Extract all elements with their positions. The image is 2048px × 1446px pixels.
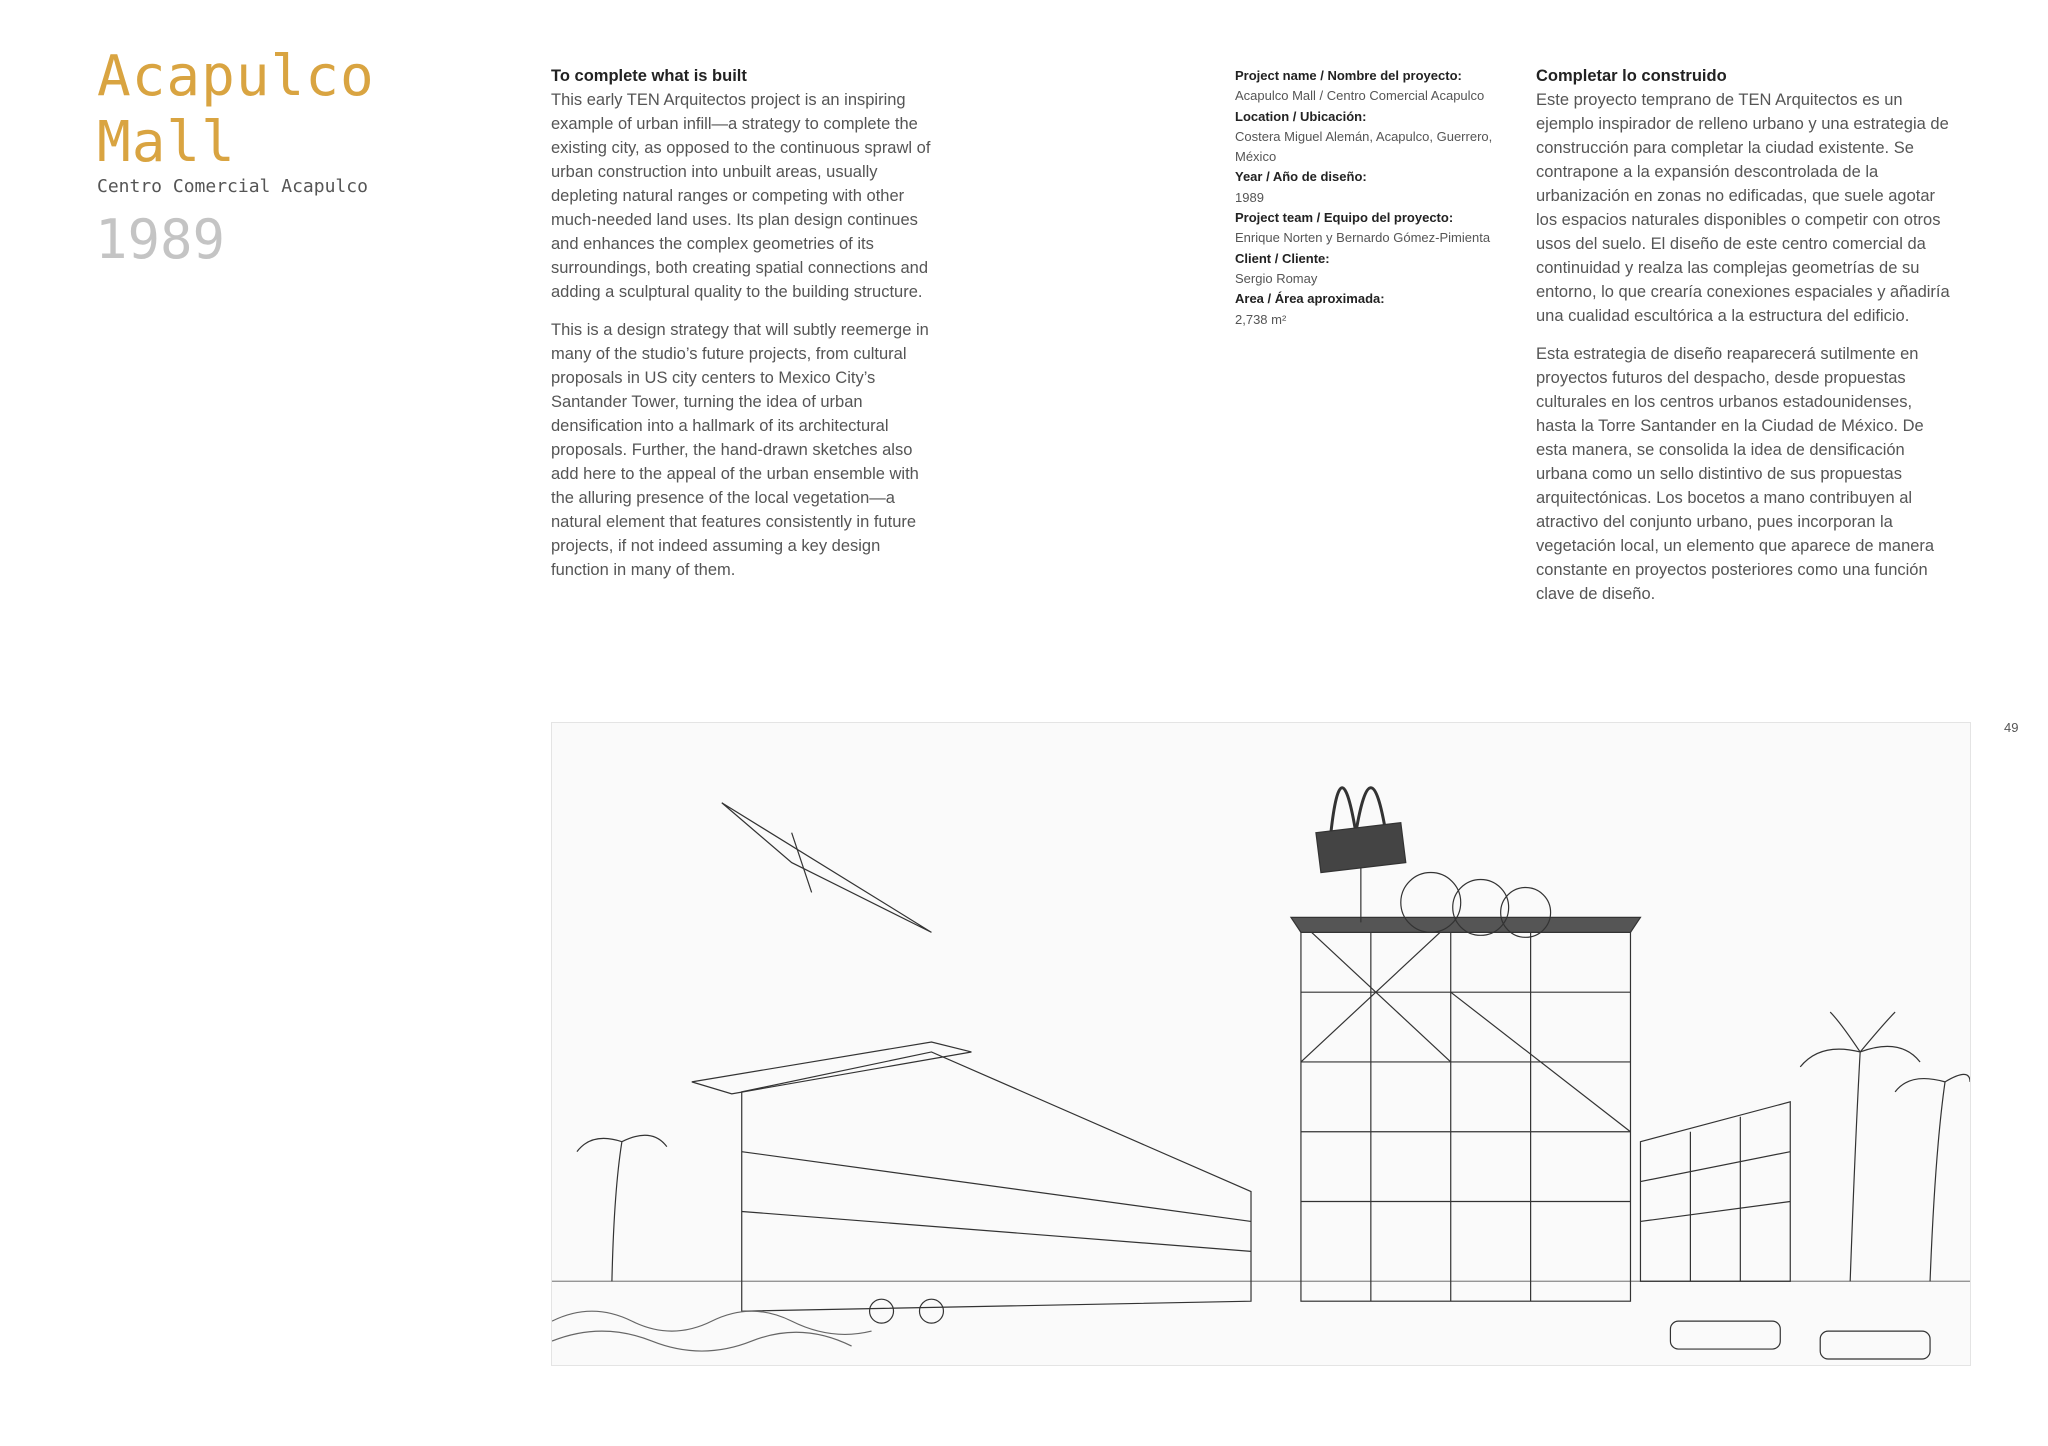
sketch-drawing <box>552 723 1970 1365</box>
english-text-column <box>551 64 931 596</box>
spanish-paragraph-2: Esta estrategia de diseño reaparecerá sutilmente en proyectos futuros del despacho, desde propuestas culturales en los centros urbanos estadounidenses, hasta la Torre Santander en la Ciudad de México. De esta manera, se consolida la idea de densificación urbana como un sello distintivo de sus propuestas arquitectónicas. Los bocetos a mano contribuyen al atractivo del conjunto urbano, pues incorporan la vegetación local, un elemento que aparece de manera constante en proyectos posteriores como una función clave de diseño. <box>1536 345 1935 603</box>
metadata-label: Client / Cliente: <box>1235 250 1330 266</box>
metadata-label: Year / Año de diseño: <box>1235 169 1367 185</box>
metadata-value: Enrique Norten y Bernardo Gómez-Pimienta <box>1235 230 1491 246</box>
architectural-sketch-image <box>551 722 1971 1366</box>
spanish-paragraph-1: Este proyecto temprano de TEN Arquitectos es un ejemplo inspirador de relleno urbano y una estrategia de construcción para completar la ciudad existente. Se contrapone a la expansión descontrolada de la urbanización en zonas no edificadas, que suele agotar los espacios naturales disponibles o competir con otros usos del suelo. El diseño de este centro comercial da continuidad y realza las complejas geometrías de su entorno, lo que crearía conexiones espaciales y añadiría una cualidad escultórica a la estructura del edificio. <box>1536 91 1950 325</box>
metadata-value: Acapulco Mall / Centro Comercial Acapulco <box>1235 88 1485 104</box>
metadata-value: Sergio Romay <box>1235 270 1318 286</box>
page-number: 49 <box>2004 720 2019 735</box>
metadata-value: Costera Miguel Alemán, Acapulco, Guerrero, México <box>1235 128 1493 165</box>
spanish-heading: Completar lo construido <box>1536 67 1727 85</box>
project-title-line-1: Acapulco <box>97 44 375 109</box>
project-title <box>97 44 375 176</box>
english-heading: To complete what is built <box>551 67 747 85</box>
project-subtitle: Centro Comercial Acapulco <box>97 176 368 197</box>
spanish-text-column <box>1536 64 1956 620</box>
metadata-label: Project team / Equipo del proyecto: <box>1235 210 1454 226</box>
metadata-label: Area / Área aproximada: <box>1235 291 1385 307</box>
english-paragraph-1: This early TEN Arquitectos project is an inspiring example of urban infill—a strategy to complete the existing city, as opposed to the continuous sprawl of urban construction into unbuilt areas, usually depleting natural ranges or competing with other much-needed land uses. Its plan design continues and enhances the complex geometries of its surroundings, both creating spatial connections and adding a sculptural quality to the building structure. <box>551 91 931 301</box>
project-title-line-2: Mall <box>97 110 236 175</box>
metadata-value: 1989 <box>1235 189 1264 205</box>
metadata-value: 2,738 m² <box>1235 311 1287 327</box>
project-metadata <box>1235 66 1505 330</box>
metadata-label: Location / Ubicación: <box>1235 108 1367 124</box>
project-year: 1989 <box>95 208 226 271</box>
english-paragraph-2: This is a design strategy that will subtly reemerge in many of the studio’s future projects, from cultural proposals in US city centers to Mexico City’s Santander Tower, turning the idea of urban densification into a hallmark of its architectural proposals. Further, the hand-drawn sketches also add here to the appeal of the urban ensemble with the alluring presence of the local vegetation—a natural element that features consistently in future projects, if not indeed assuming a key design function in many of them. <box>551 321 929 579</box>
metadata-label: Project name / Nombre del proyecto: <box>1235 68 1462 83</box>
